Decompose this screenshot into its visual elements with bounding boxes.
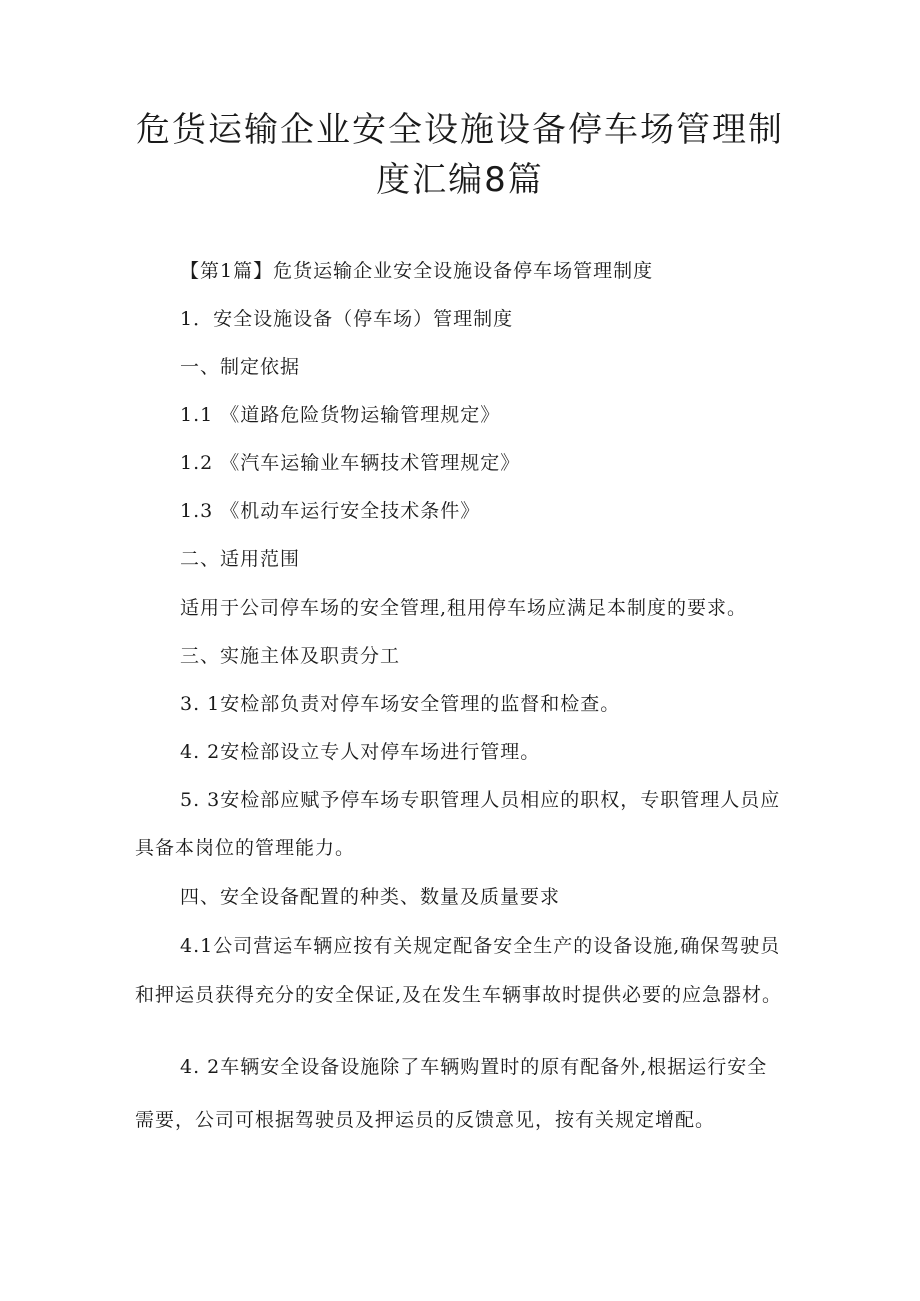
- part-heading-responsibilities: 三、实施主体及职责分工: [180, 645, 401, 667]
- responsibility-item-3-line-2: 具备本岗位的管理能力。: [135, 837, 356, 859]
- responsibility-item-2: 4. 2安检部设立专人对停车场进行管理。: [180, 741, 541, 763]
- equipment-item-4-2-line-1: 4. 2车辆安全设备设施除了车辆购置时的原有配备外,根据运行安全: [180, 1056, 768, 1078]
- scope-paragraph: 适用于公司停车场的安全管理,租用停车场应满足本制度的要求。: [180, 597, 748, 619]
- part-heading-basis: 一、制定依据: [180, 356, 301, 378]
- responsibility-item-1: 3. 1安检部负责对停车场安全管理的监督和检查。: [180, 693, 621, 715]
- basis-item-1-2: 1.2 《汽车运输业车辆技术管理规定》: [180, 452, 521, 474]
- document-title-line-1: 危货运输企业安全设施设备停车场管理制: [136, 110, 784, 150]
- responsibility-item-3-line-1: 5. 3安检部应赋予停车场专职管理人员相应的职权，专职管理人员应: [180, 789, 781, 811]
- equipment-item-4-2-line-2: 需要，公司可根据驾驶员及押运员的反馈意见，按有关规定增配。: [135, 1109, 716, 1131]
- section-heading: 1．安全设施设备（停车场）管理制度: [180, 308, 514, 330]
- basis-item-1-3: 1.3 《机动车运行安全技术条件》: [180, 500, 481, 522]
- part-heading-equipment: 四、安全设备配置的种类、数量及质量要求: [180, 886, 561, 908]
- equipment-item-4-1-line-1: 4.1公司营运车辆应按有关规定配备安全生产的设备设施,确保驾驶员: [180, 935, 781, 957]
- part-heading-scope: 二、适用范围: [180, 548, 301, 570]
- equipment-item-4-1-line-2: 和押运员获得充分的安全保证,及在发生车辆事故时提供必要的应急器材。: [135, 984, 783, 1006]
- basis-item-1-1: 1.1 《道路危险货物运输管理规定》: [180, 404, 501, 426]
- document-title-line-2: 度汇编8篇: [376, 160, 544, 200]
- chapter-heading: 【第1篇】危货运输企业安全设施设备停车场管理制度: [180, 260, 654, 282]
